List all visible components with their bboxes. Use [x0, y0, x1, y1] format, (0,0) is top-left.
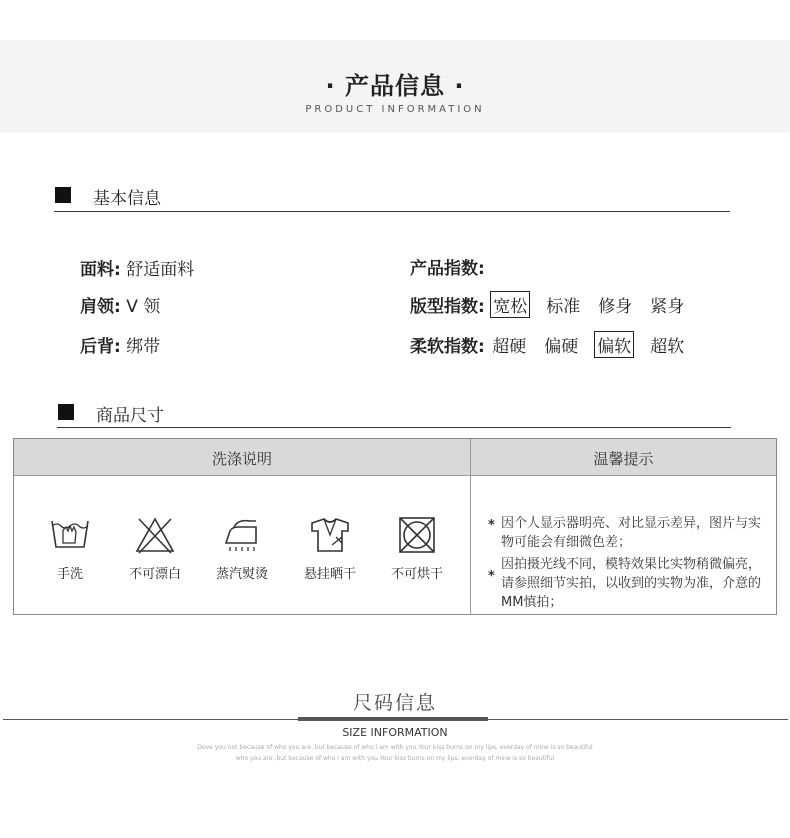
softness-option-very-hard: 超硬: [492, 337, 527, 357]
basic-info-heading: 基本信息: [93, 189, 161, 209]
tip-text: 因拍摄光线不同，模特效果比实物稍微偏亮，请参照细节实拍，以收到的实物为准，介意的MM慎拍；: [501, 557, 762, 610]
fabric-label: 面料:: [80, 260, 121, 280]
softness-index-label: 柔软指数:: [410, 337, 485, 357]
fit-index-label: 版型指数:: [410, 297, 485, 317]
no-bleach-icon: [133, 515, 177, 555]
steam-iron-icon: [220, 515, 264, 555]
section-marker-square: [58, 404, 74, 420]
collar-label: 肩领:: [80, 297, 121, 317]
wash-instructions-title: 洗涤说明: [211, 450, 272, 468]
collar-row: [80, 292, 160, 317]
care-item-no-bleach: [115, 515, 195, 582]
fit-option-slim: 修身: [598, 297, 633, 317]
back-row: [80, 332, 160, 357]
softness-option-hard: 偏硬: [544, 337, 579, 357]
fabric-value: 舒适面料: [126, 260, 195, 280]
no-tumble-dry-icon: [395, 515, 439, 555]
collar-value: V 领: [126, 297, 161, 317]
fit-option-tight: 紧身: [650, 297, 685, 317]
size-info-subtitle: SIZE INFORMATION: [342, 726, 448, 739]
basic-info-divider: [54, 211, 730, 212]
softness-option-soft: 偏软: [594, 331, 634, 358]
hand-wash-label: 手洗: [56, 567, 83, 582]
index-title: 产品指数:: [410, 259, 485, 279]
product-size-heading: 商品尺寸: [96, 406, 164, 426]
care-item-hand-wash: [30, 515, 110, 582]
care-item-hang-dry: [290, 515, 370, 582]
size-info-tagline: who you are ,but because of who i am with you.Your kiss burns on my lips, everday of mine is so beautiful: [235, 755, 555, 762]
hand-wash-icon: [48, 515, 92, 555]
warm-tips-title: 温馨提示: [593, 450, 654, 468]
no-tumble-dry-label: 不可烘干: [390, 567, 443, 582]
no-bleach-label: 不可漂白: [128, 567, 181, 582]
tip-item: [488, 514, 768, 552]
fit-option-loose: 宽松: [490, 291, 530, 318]
section-marker-square: [55, 187, 71, 203]
care-item-steam-iron: [202, 515, 282, 582]
product-size-divider: [57, 427, 731, 428]
tip-bullet: *: [488, 569, 495, 584]
tip-bullet: *: [488, 518, 495, 533]
steam-iron-label: 蒸汽熨烫: [215, 567, 268, 582]
tip-item: [488, 555, 768, 612]
back-label: 后背:: [80, 337, 121, 357]
tip-text: 因个人显示器明亮、对比显示差异，图片与实物可能会有细微色差；: [501, 516, 762, 550]
care-item-no-tumble-dry: [377, 515, 457, 582]
fit-index-row: [410, 291, 700, 318]
hang-dry-icon: [308, 515, 352, 555]
page-title: · 产品信息 ·: [325, 72, 465, 100]
page-subtitle: PRODUCT INFORMATION: [305, 104, 485, 115]
hang-dry-label: 悬挂晒干: [303, 567, 356, 582]
softness-index-row: [410, 331, 700, 358]
size-info-accent-bar: [298, 717, 488, 721]
size-info-title: 尺码信息: [352, 692, 437, 714]
softness-option-very-soft: 超软: [650, 337, 685, 357]
fit-option-standard: 标准: [546, 297, 581, 317]
fabric-row: [80, 255, 194, 280]
size-info-tagline: Dove you not because of who you are ,but because of who i am with you.Your kiss burns on my lips, everday of mine is so beautiful: [197, 744, 593, 751]
back-value: 绑带: [126, 337, 161, 357]
